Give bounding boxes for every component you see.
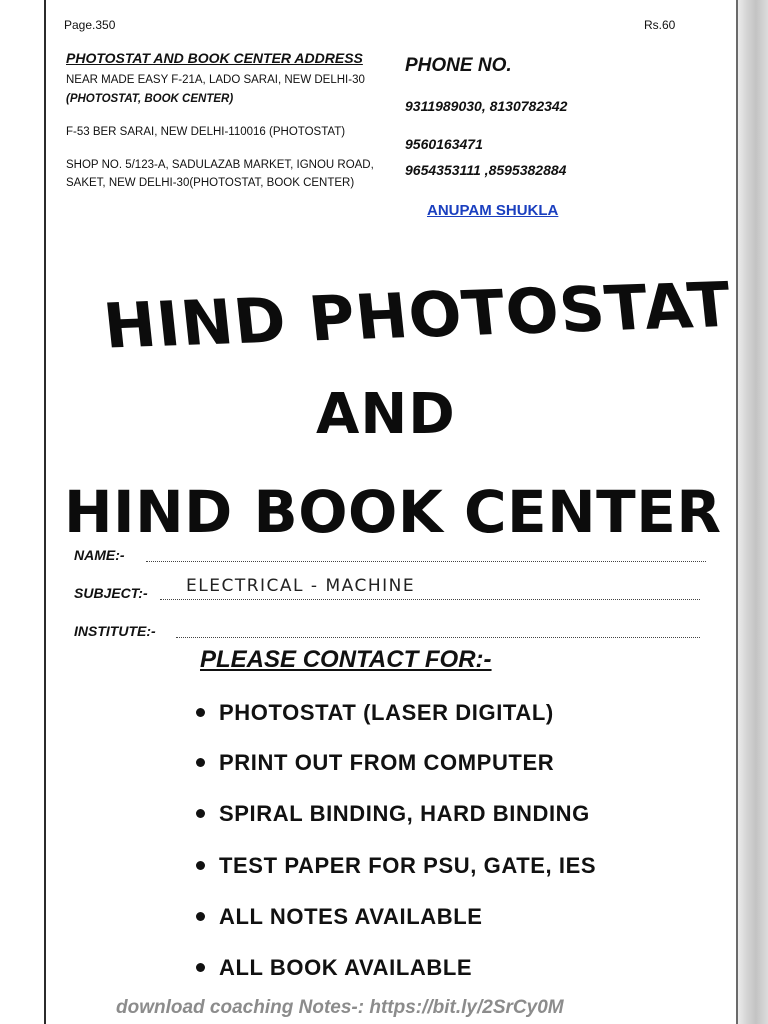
subject-handwritten: ELECTRICAL - MACHINE xyxy=(186,576,416,596)
phone-title: PHONE NO. xyxy=(405,55,512,76)
service-item xyxy=(196,853,596,879)
address-line-5: SAKET, NEW DELHI-30(PHOTOSTAT, BOOK CENTER) xyxy=(66,177,355,189)
address-line-1: NEAR MADE EASY F-21A, LADO SARAI, NEW DELHI-30 xyxy=(66,74,365,86)
address-line-2: (PHOTOSTAT, BOOK CENTER) xyxy=(66,93,234,105)
bullet-icon xyxy=(196,963,205,972)
service-item xyxy=(196,750,554,776)
name-label: NAME:- xyxy=(74,547,125,563)
service-item xyxy=(196,904,483,930)
title-hind-photostat: HIND PHOTOSTAT xyxy=(100,268,736,363)
page-number: Page.350 xyxy=(64,18,116,32)
please-contact-heading: PLEASE CONTACT FOR:- xyxy=(200,646,492,673)
phone-number-3: 9654353111 ,8595382884 xyxy=(405,162,567,178)
service-item xyxy=(196,700,554,726)
service-label: TEST PAPER FOR PSU, GATE, IES xyxy=(219,853,597,878)
page-left-edge xyxy=(44,0,46,1024)
title-and: AND xyxy=(316,382,456,447)
service-item xyxy=(196,801,590,827)
phone-number-2: 9560163471 xyxy=(405,136,483,152)
scan-shadow xyxy=(738,0,768,1024)
address-line-4: SHOP NO. 5/123-A, SADULAZAB MARKET, IGNOU ROAD, xyxy=(66,159,374,171)
service-label: PRINT OUT FROM COMPUTER xyxy=(219,750,555,775)
footer-download-link[interactable]: download coaching Notes-: https://bit.ly/2SrCy0M xyxy=(116,997,564,1018)
bullet-icon xyxy=(196,912,205,921)
price: Rs.60 xyxy=(644,18,676,32)
service-label: PHOTOSTAT (LASER DIGITAL) xyxy=(219,700,554,725)
address-title: PHOTOSTAT AND BOOK CENTER ADDRESS xyxy=(66,50,363,66)
bullet-icon xyxy=(196,861,205,870)
institute-fill-line xyxy=(176,623,700,638)
institute-label: INSTITUTE:- xyxy=(74,623,156,639)
subject-label: SUBJECT:- xyxy=(74,585,148,601)
service-label: ALL BOOK AVAILABLE xyxy=(219,955,473,980)
bullet-icon xyxy=(196,809,205,818)
contact-name-link[interactable]: ANUPAM SHUKLA xyxy=(427,202,559,219)
service-label: ALL NOTES AVAILABLE xyxy=(219,904,483,929)
service-item xyxy=(196,955,472,981)
bullet-icon xyxy=(196,708,205,717)
bullet-icon xyxy=(196,758,205,767)
service-label: SPIRAL BINDING, HARD BINDING xyxy=(219,801,590,826)
phone-number-1: 9311989030, 8130782342 xyxy=(405,98,568,114)
title-hind-book-center: HIND BOOK CENTER xyxy=(64,478,722,546)
name-fill-line xyxy=(146,547,706,562)
address-line-3: F-53 BER SARAI, NEW DELHI-110016 (PHOTOSTAT) xyxy=(66,126,346,138)
